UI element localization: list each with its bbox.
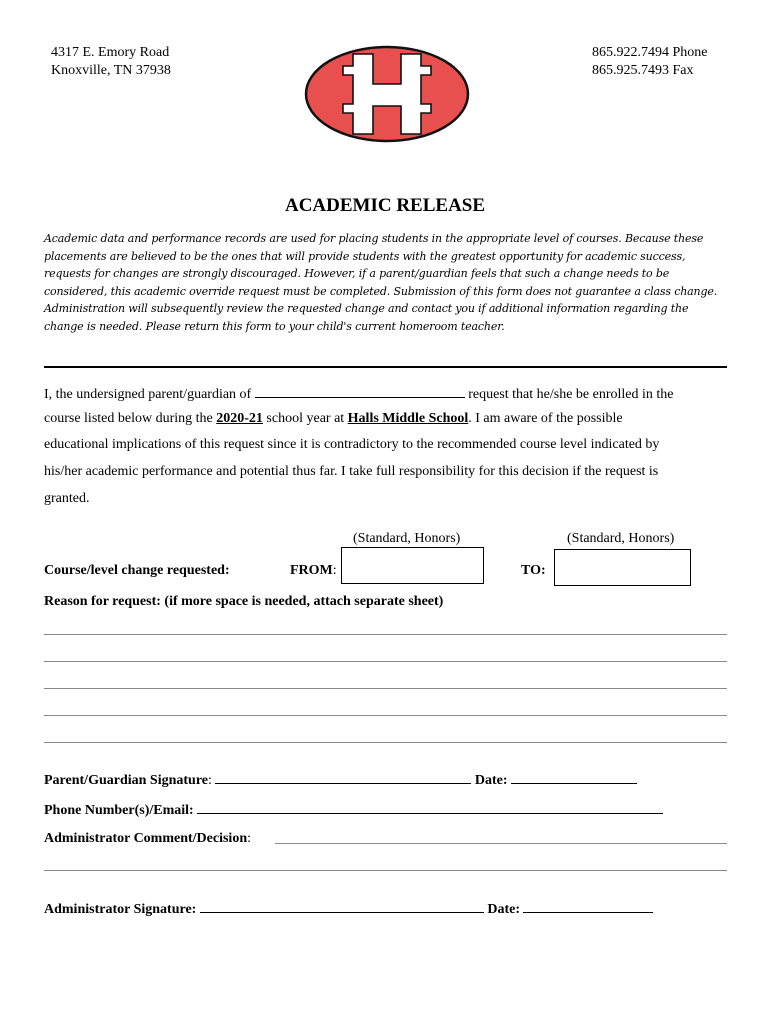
admin-date-label: Date:: [487, 902, 520, 917]
to-label: TO:: [521, 563, 546, 578]
statement-line-1: [44, 384, 673, 404]
from-label: FROM: [290, 563, 333, 578]
address-line-2: Knoxville, TN 37938: [51, 63, 171, 78]
phone-email-row: [44, 800, 663, 820]
phone-number: 865.922.7494 Phone: [592, 45, 708, 60]
parent-date-field[interactable]: [511, 770, 637, 784]
course-change-label: Course/level change requested:: [44, 563, 230, 578]
reason-label: Reason for request: (if more space is needed, attach separate sheet): [44, 594, 444, 609]
statement-text: course listed below during the: [44, 411, 213, 426]
parent-signature-label: Parent/Guardian Signature: [44, 773, 209, 788]
admin-comment-field[interactable]: [275, 843, 727, 844]
parent-signature-field[interactable]: [215, 770, 471, 784]
reason-line-4[interactable]: [44, 715, 727, 716]
from-colon: :: [332, 563, 337, 578]
fax-number: 865.925.7493 Fax: [592, 63, 694, 78]
reason-line-1[interactable]: [44, 634, 727, 635]
admin-comment-colon: :: [247, 831, 251, 846]
parent-signature-colon: :: [208, 773, 212, 788]
phone-email-label: Phone Number(s)/Email:: [44, 803, 194, 818]
form-title: ACADEMIC RELEASE: [284, 195, 486, 216]
student-name-field[interactable]: [255, 384, 465, 398]
admin-comment-label: Administrator Comment/Decision: [44, 831, 248, 846]
parent-date-label: Date:: [474, 773, 508, 788]
admin-signature-label: Administrator Signature:: [44, 902, 197, 917]
statement-line-4: his/her academic performance and potential thus far. I take full responsibility for this decision if the request is: [44, 464, 659, 479]
address-line-1: 4317 E. Emory Road: [51, 45, 170, 60]
school-logo: [303, 44, 471, 144]
admin-signature-field[interactable]: [200, 899, 484, 913]
school-logo-h-icon: [303, 44, 471, 144]
statement-line-2: [44, 410, 623, 428]
admin-comment-row: [44, 830, 251, 848]
instructions-paragraph: Academic data and performance records are used for placing students in the appropriate level of courses. Because these placements are believed to be the ones that will provide students with the greatest opportunity for academic success, requests for changes are strongly discouraged. However, if a parent/guardian feels that such a change needs to be considered, this academic override request must be completed. Submission of this form does not guarantee a class change. Administration will subsequently review the requested change and contact you if additional information regarding the change is needed. Please return this form to your child's current homeroom teacher.: [44, 232, 718, 333]
phone-email-field[interactable]: [197, 800, 663, 814]
section-divider: [44, 366, 727, 368]
statement-text: . I am aware of the possible: [468, 411, 623, 426]
statement-text: request that he/she be enrolled in the: [468, 387, 674, 402]
statement-line-3: educational implications of this request since it is contradictory to the recommended course level indicated by: [44, 437, 660, 452]
statement-text: school year at: [266, 411, 345, 426]
reason-line-5[interactable]: [44, 742, 727, 743]
parent-signature-row: [44, 770, 637, 790]
from-label-group: [290, 562, 337, 580]
admin-comment-line-2[interactable]: [44, 870, 727, 871]
reason-line-2[interactable]: [44, 661, 727, 662]
from-course-box[interactable]: [341, 547, 484, 584]
school-year: 2020-21: [216, 411, 263, 426]
reason-line-3[interactable]: [44, 688, 727, 689]
school-name: Halls Middle School: [347, 411, 469, 426]
admin-signature-row: [44, 899, 653, 919]
to-hint: (Standard, Honors): [567, 531, 675, 546]
statement-text: I, the undersigned parent/guardian of: [44, 387, 252, 402]
admin-date-field[interactable]: [523, 899, 653, 913]
to-course-box[interactable]: [554, 549, 691, 586]
statement-line-5: granted.: [44, 491, 90, 506]
from-hint: (Standard, Honors): [353, 531, 461, 546]
